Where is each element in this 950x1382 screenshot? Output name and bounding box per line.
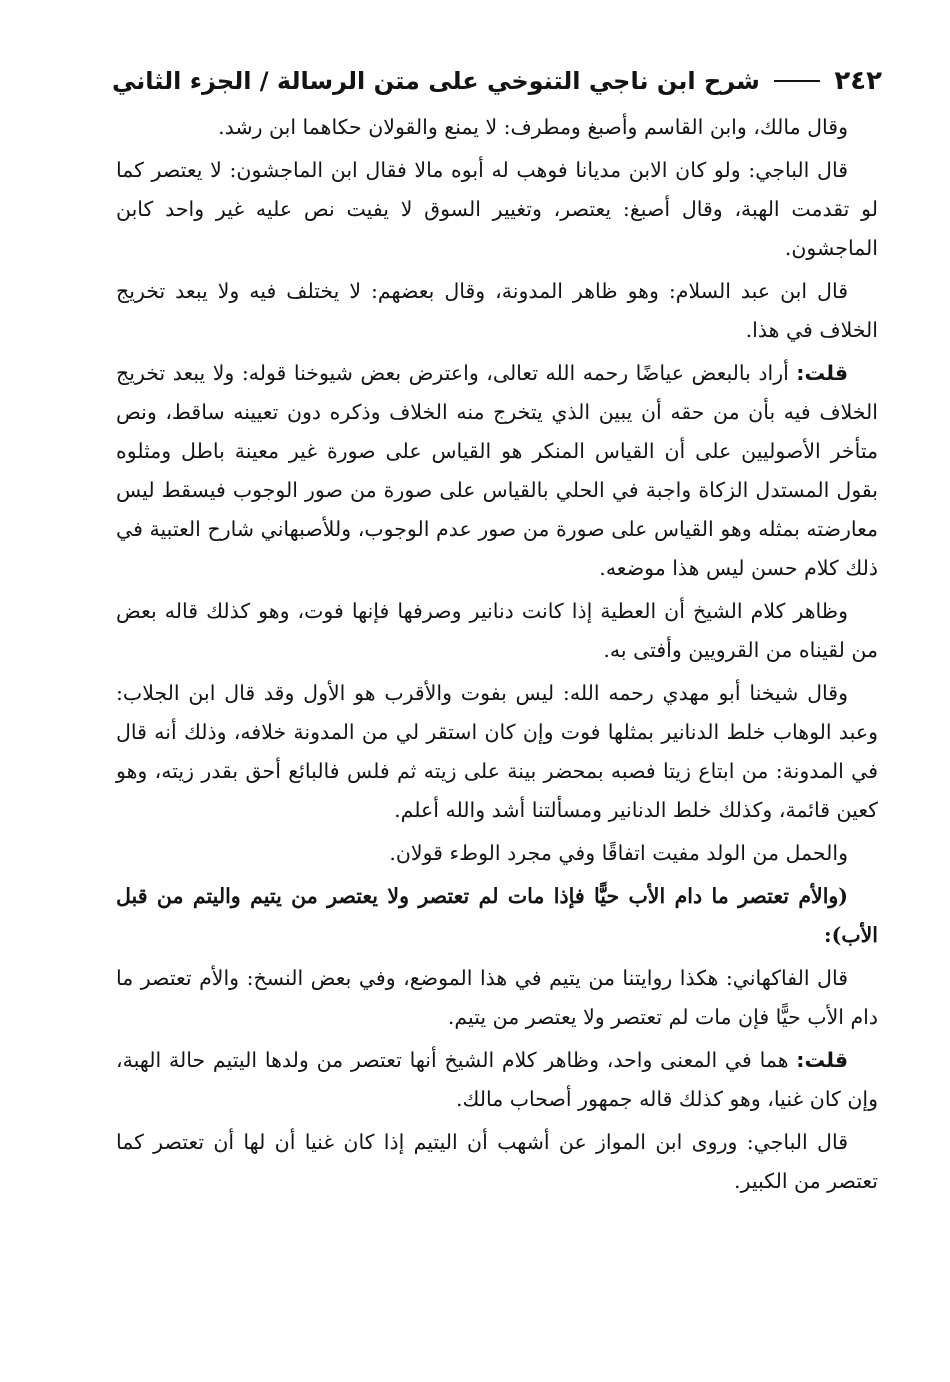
paragraph-text: قال الباجي: وروى ابن المواز عن أشهب أن اليتيم إذا كان غنيا أن لها أن تعتصر كما تعتصر من الكبير. bbox=[116, 1130, 878, 1193]
paragraph-lead: قلت: bbox=[796, 361, 848, 385]
running-header bbox=[112, 56, 882, 106]
header-rule bbox=[774, 80, 821, 82]
paragraph-lead: قلت: bbox=[796, 1048, 848, 1072]
paragraph bbox=[116, 354, 878, 588]
paragraph-text: قال الفاكهاني: هكذا روايتنا من يتيم في هذا الموضع، وفي بعض النسخ: والأم تعتصر ما دام الأب حيًّا فإن مات لم تعتصر ولا يعتصر من يتيم. bbox=[116, 966, 878, 1029]
matn-quotation bbox=[116, 877, 878, 955]
paragraph-text: قال الباجي: ولو كان الابن مديانا فوهب له أبوه مالا فقال ابن الماجشون: لا يعتصر كما لو تقدمت الهبة، وقال أصبغ: يعتصر، وتغيير السوق لا يفيت نص عليه غير واحد كابن الماجشون. bbox=[116, 158, 878, 260]
paragraph-text: هما في المعنى واحد، وظاهر كلام الشيخ أنها تعتصر من ولدها اليتيم حالة الهبة، وإن كان غنيا، وهو كذلك قاله جمهور أصحاب مالك. bbox=[116, 1048, 878, 1111]
paragraph-text: والحمل من الولد مفيت اتفاقًا وفي مجرد الوطء قولان. bbox=[389, 841, 848, 865]
paragraph bbox=[116, 674, 878, 830]
paragraph-text: وقال مالك، وابن القاسم وأصبغ ومطرف: لا يمنع والقولان حكاهما ابن رشد. bbox=[218, 115, 848, 139]
paragraph bbox=[116, 959, 878, 1037]
body-text bbox=[116, 108, 878, 1205]
paragraph-text: وقال شيخنا أبو مهدي رحمه الله: ليس بفوت والأقرب هو الأول وقد قال ابن الجلاب: وعبد الوهاب خلط الدنانير بمثلها فوت وإن كان استقر لي من المدونة خلافه، وذلك أنه قال في المدونة: من ابتاع زيتا فصبه بمحضر بينة على زيته ثم فلس فالبائع أحق بقدر زيته، وهو كعين قائمة، وكذلك خلط الدنانير ومسألتنا أشد والله أعلم. bbox=[116, 681, 878, 822]
paragraph-text: (والأم تعتصر ما دام الأب حيًّا فإذا مات لم تعتصر ولا يعتصر من يتيم واليتم من قبل الأب): bbox=[116, 884, 878, 947]
paragraph-text: أراد بالبعض عياضًا رحمه الله تعالى، واعترض بعض شيوخنا قوله: ولا يبعد تخريج الخلاف فيه بأن من حقه أن يبين الذي يتخرج منه الخلاف وذكره دون تعيينه ساقط، ونص متأخر الأصوليين على أن القياس المنكر هو القياس على صورة غير معينة باطل ومثلوه بقول المستدل الزكاة واجبة في الحلي بالقياس على صورة من صور الوجوب فيسقط ليس معارضته بمثله وهو القياس على صورة من صور عدم الوجوب، وللأصبهاني شارح العتبية في ذلك كلام حسن ليس هذا موضعه. bbox=[116, 361, 878, 580]
paragraph bbox=[116, 834, 878, 873]
paragraph-text: قال ابن عبد السلام: وهو ظاهر المدونة، وقال بعضهم: لا يختلف فيه ولا يبعد تخريج الخلاف في هذا. bbox=[116, 279, 878, 342]
paragraph bbox=[116, 1041, 878, 1119]
running-title: شرح ابن ناجي التنوخي على متن الرسالة / الجزء الثاني bbox=[112, 67, 760, 95]
paragraph bbox=[116, 592, 878, 670]
paragraph bbox=[116, 108, 878, 147]
page-number: ٢٤٢ bbox=[834, 66, 882, 96]
paragraph bbox=[116, 272, 878, 350]
paragraph bbox=[116, 151, 878, 268]
paragraph-text: وظاهر كلام الشيخ أن العطية إذا كانت دنانير وصرفها فإنها فوت، وهو كذلك قاله بعض من لقيناه من القرويين وأفتى به. bbox=[116, 599, 878, 662]
paragraph bbox=[116, 1123, 878, 1201]
